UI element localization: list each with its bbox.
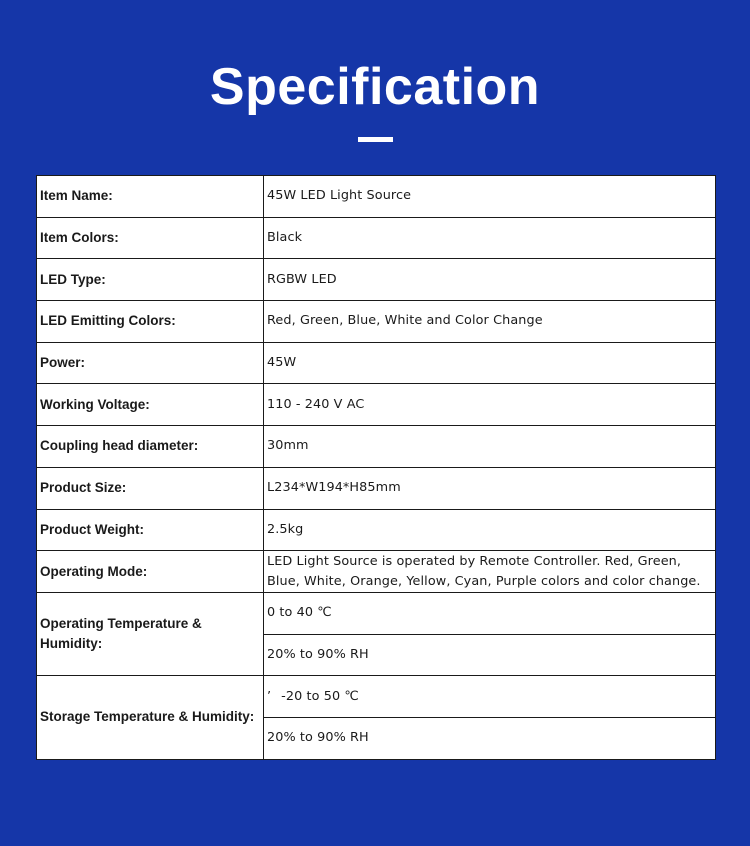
stray-tick-mark: ’ [267,688,272,704]
row-value: 45W [264,342,716,384]
storage-temperature-cell [264,676,716,718]
row-label: Item Colors: [37,217,264,259]
row-value: LED Light Source is operated by Remote Controller. Red, Green, Blue, White, Orange, Yellow, Cyan, Purple colors and color change. [264,551,716,593]
row-label: Product Weight: [37,509,264,551]
table-row [37,509,716,551]
row-label: LED Emitting Colors: [37,301,264,343]
title-underline [358,137,393,142]
table-row [37,384,716,426]
row-value: L234*W194*H85mm [264,467,716,509]
operating-env-label: Operating Temperature & Humidity: [37,592,264,675]
table-row [37,592,716,634]
storage-temperature-value: -20 to 50 ℃ [281,688,359,704]
row-value: RGBW LED [264,259,716,301]
row-label: Operating Mode: [37,551,264,593]
row-value: Red, Green, Blue, White and Color Change [264,301,716,343]
row-value: 110 - 240 V AC [264,384,716,426]
table-row [37,426,716,468]
row-label: Working Voltage: [37,384,264,426]
table-row [37,467,716,509]
storage-env-label: Storage Temperature & Humidity: [37,676,264,759]
row-label: Product Size: [37,467,264,509]
row-label: Item Name: [37,176,264,218]
row-label: Coupling head diameter: [37,426,264,468]
row-value: 45W LED Light Source [264,176,716,218]
table-row [37,551,716,593]
specification-table [36,175,716,760]
row-label: LED Type: [37,259,264,301]
table-row [37,301,716,343]
table-row [37,259,716,301]
row-label: Power: [37,342,264,384]
page-title: Specification [209,58,541,116]
table-row [37,176,716,218]
storage-humidity-value: 20% to 90% RH [264,717,716,759]
table-row [37,342,716,384]
table-row [37,217,716,259]
table-row [37,676,716,718]
operating-humidity-value: 20% to 90% RH [264,634,716,676]
row-value: 2.5kg [264,509,716,551]
row-value: 30mm [264,426,716,468]
operating-temperature-value: 0 to 40 ℃ [264,592,716,634]
row-value: Black [264,217,716,259]
